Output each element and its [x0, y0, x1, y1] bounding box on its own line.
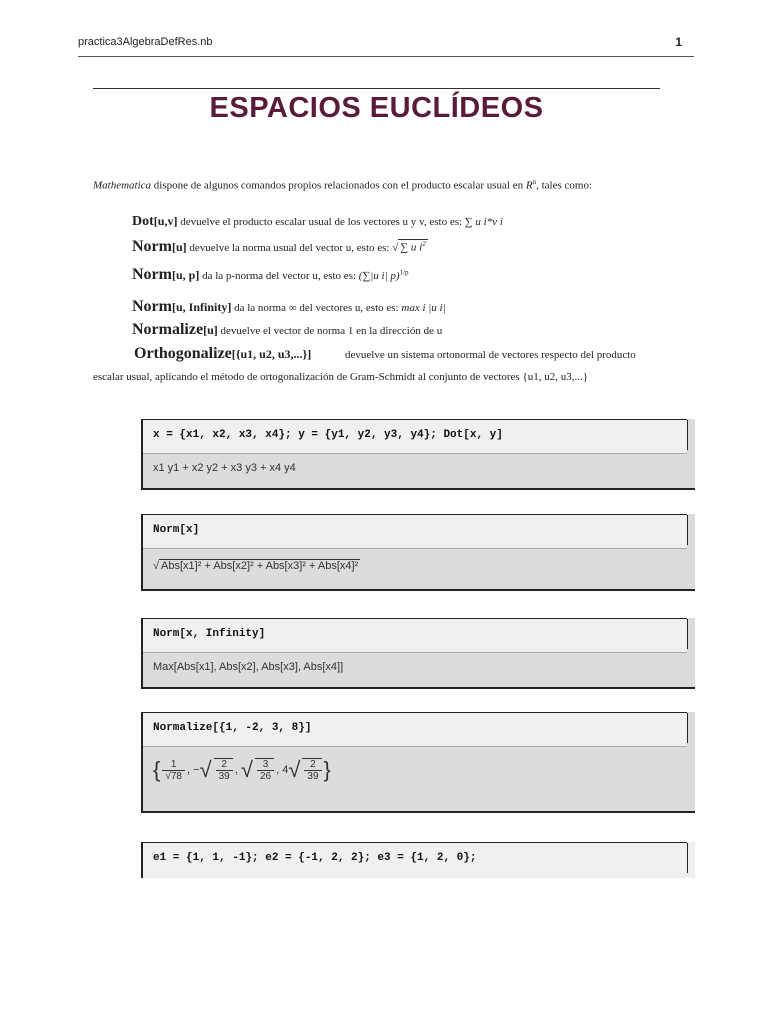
command-desc: devuelve el vector de norma 1 en la dirección de u	[217, 325, 443, 337]
command-math: max i |u i|	[401, 302, 446, 314]
cell-input[interactable]: Norm[x, Infinity]	[143, 618, 687, 653]
command-keyword: Orthogonalize	[134, 345, 232, 362]
cell-output: x1 y1 + x2 y2 + x3 y3 + x4 y4	[153, 462, 296, 474]
command-arg: [u]	[171, 240, 187, 254]
command-normalize	[132, 321, 442, 339]
command-math: ∑ u $i^2$	[400, 240, 426, 254]
command-norm: Norm[u] devuelve la norma usual del vector u, esto es: √ ∑ u $i^2$	[132, 238, 426, 255]
notebook-cell-normalize[interactable]	[141, 712, 695, 813]
command-norm-p	[132, 266, 409, 284]
orthogonalize-desc: devuelve un sistema ortonormal de vectores respecto del producto	[345, 349, 636, 361]
cell-output: { $\frac{1}{√78}$ , − √ $\frac{2}{39}$ , √ $\frac{3}{26}$ , 4 √ $\frac{2}{39}$ }	[153, 757, 331, 782]
command-desc: devuelve el producto escalar usual de los vectores u y v, esto es:	[177, 216, 465, 228]
notebook-cell-dot[interactable]	[141, 419, 695, 490]
command-desc: da la norma ∞ del vectores u, esto es:	[231, 302, 402, 314]
cell-input[interactable]: Normalize[{1, -2, 3, 8}]	[143, 712, 687, 747]
command-math: ∑ u i*v i	[464, 216, 503, 228]
file-name: practica3AlgebraDefRes.nb	[78, 36, 213, 48]
page-title: ESPACIOS EUCLÍDEOS	[209, 92, 544, 124]
page-number: 1	[675, 35, 682, 49]
intro-text: dispone de algunos comandos propios relacionados con el producto escalar usual en	[151, 179, 526, 192]
command-arg: [u, p]	[171, 268, 200, 282]
cell-input[interactable]: x = {x1, x2, x3, x4}; y = {y1, y2, y3, y4}; Dot[x, y]	[143, 419, 687, 454]
notebook-cell-norm-infinity[interactable]	[141, 618, 695, 689]
command-orthogonalize	[134, 345, 311, 363]
command-keyword: Norm	[132, 298, 172, 315]
radical: √ $\frac{2}{39}$	[200, 758, 235, 782]
fraction: $\frac{1}{√78}$	[162, 759, 185, 782]
command-arg: [u]	[203, 323, 218, 337]
intro-paragraph	[93, 178, 592, 192]
notebook-cell-norm[interactable]	[141, 514, 695, 591]
radical: √ $\frac{3}{26}$	[241, 758, 276, 782]
command-keyword: Norm	[132, 266, 172, 283]
command-arg: [{u1, u2, u3,...}]	[231, 347, 312, 361]
command-desc: da la p-norma del vector u, esto es:	[199, 270, 359, 282]
command-keyword: Dot	[132, 214, 154, 229]
notebook-cell-basis[interactable]	[141, 842, 695, 878]
title-rule	[93, 88, 660, 89]
cell-input[interactable]: e1 = {1, 1, -1}; e2 = {-1, 2, 2}; e3 = {1, 2, 0};	[143, 842, 687, 876]
intro-tail: , tales como:	[536, 179, 592, 192]
command-keyword: Norm	[132, 238, 172, 255]
command-arg: [u,v]	[153, 214, 178, 228]
orthogonalize-desc-line2: escalar usual, aplicando el método de ortogonalización de Gram-Schmidt al conjunto de vectores {u1, u2, u3,...}	[93, 371, 589, 383]
command-keyword: Normalize	[132, 321, 204, 338]
space-symbol: R	[525, 179, 533, 192]
page-header	[78, 34, 694, 57]
command-math-sup: 1/p	[399, 268, 409, 277]
radical: √ $\frac{2}{39}$	[288, 758, 323, 782]
command-desc: devuelve la norma usual del vector u, esto es:	[186, 242, 393, 254]
command-dot	[132, 214, 503, 230]
space-sup: n	[532, 178, 537, 186]
cell-output: Max[Abs[x1], Abs[x2], Abs[x3], Abs[x4]]	[153, 661, 344, 673]
command-norm-infinity	[132, 298, 446, 316]
intro-italic: Mathematica	[93, 179, 152, 192]
command-math: (∑|u i| p)	[358, 270, 400, 282]
cell-input[interactable]: Norm[x]	[143, 514, 687, 549]
command-arg: [u, Infinity]	[171, 300, 232, 314]
cell-output: √ Abs[x1]² + Abs[x2]² + Abs[x3]² + Abs[x4]²	[153, 560, 359, 572]
